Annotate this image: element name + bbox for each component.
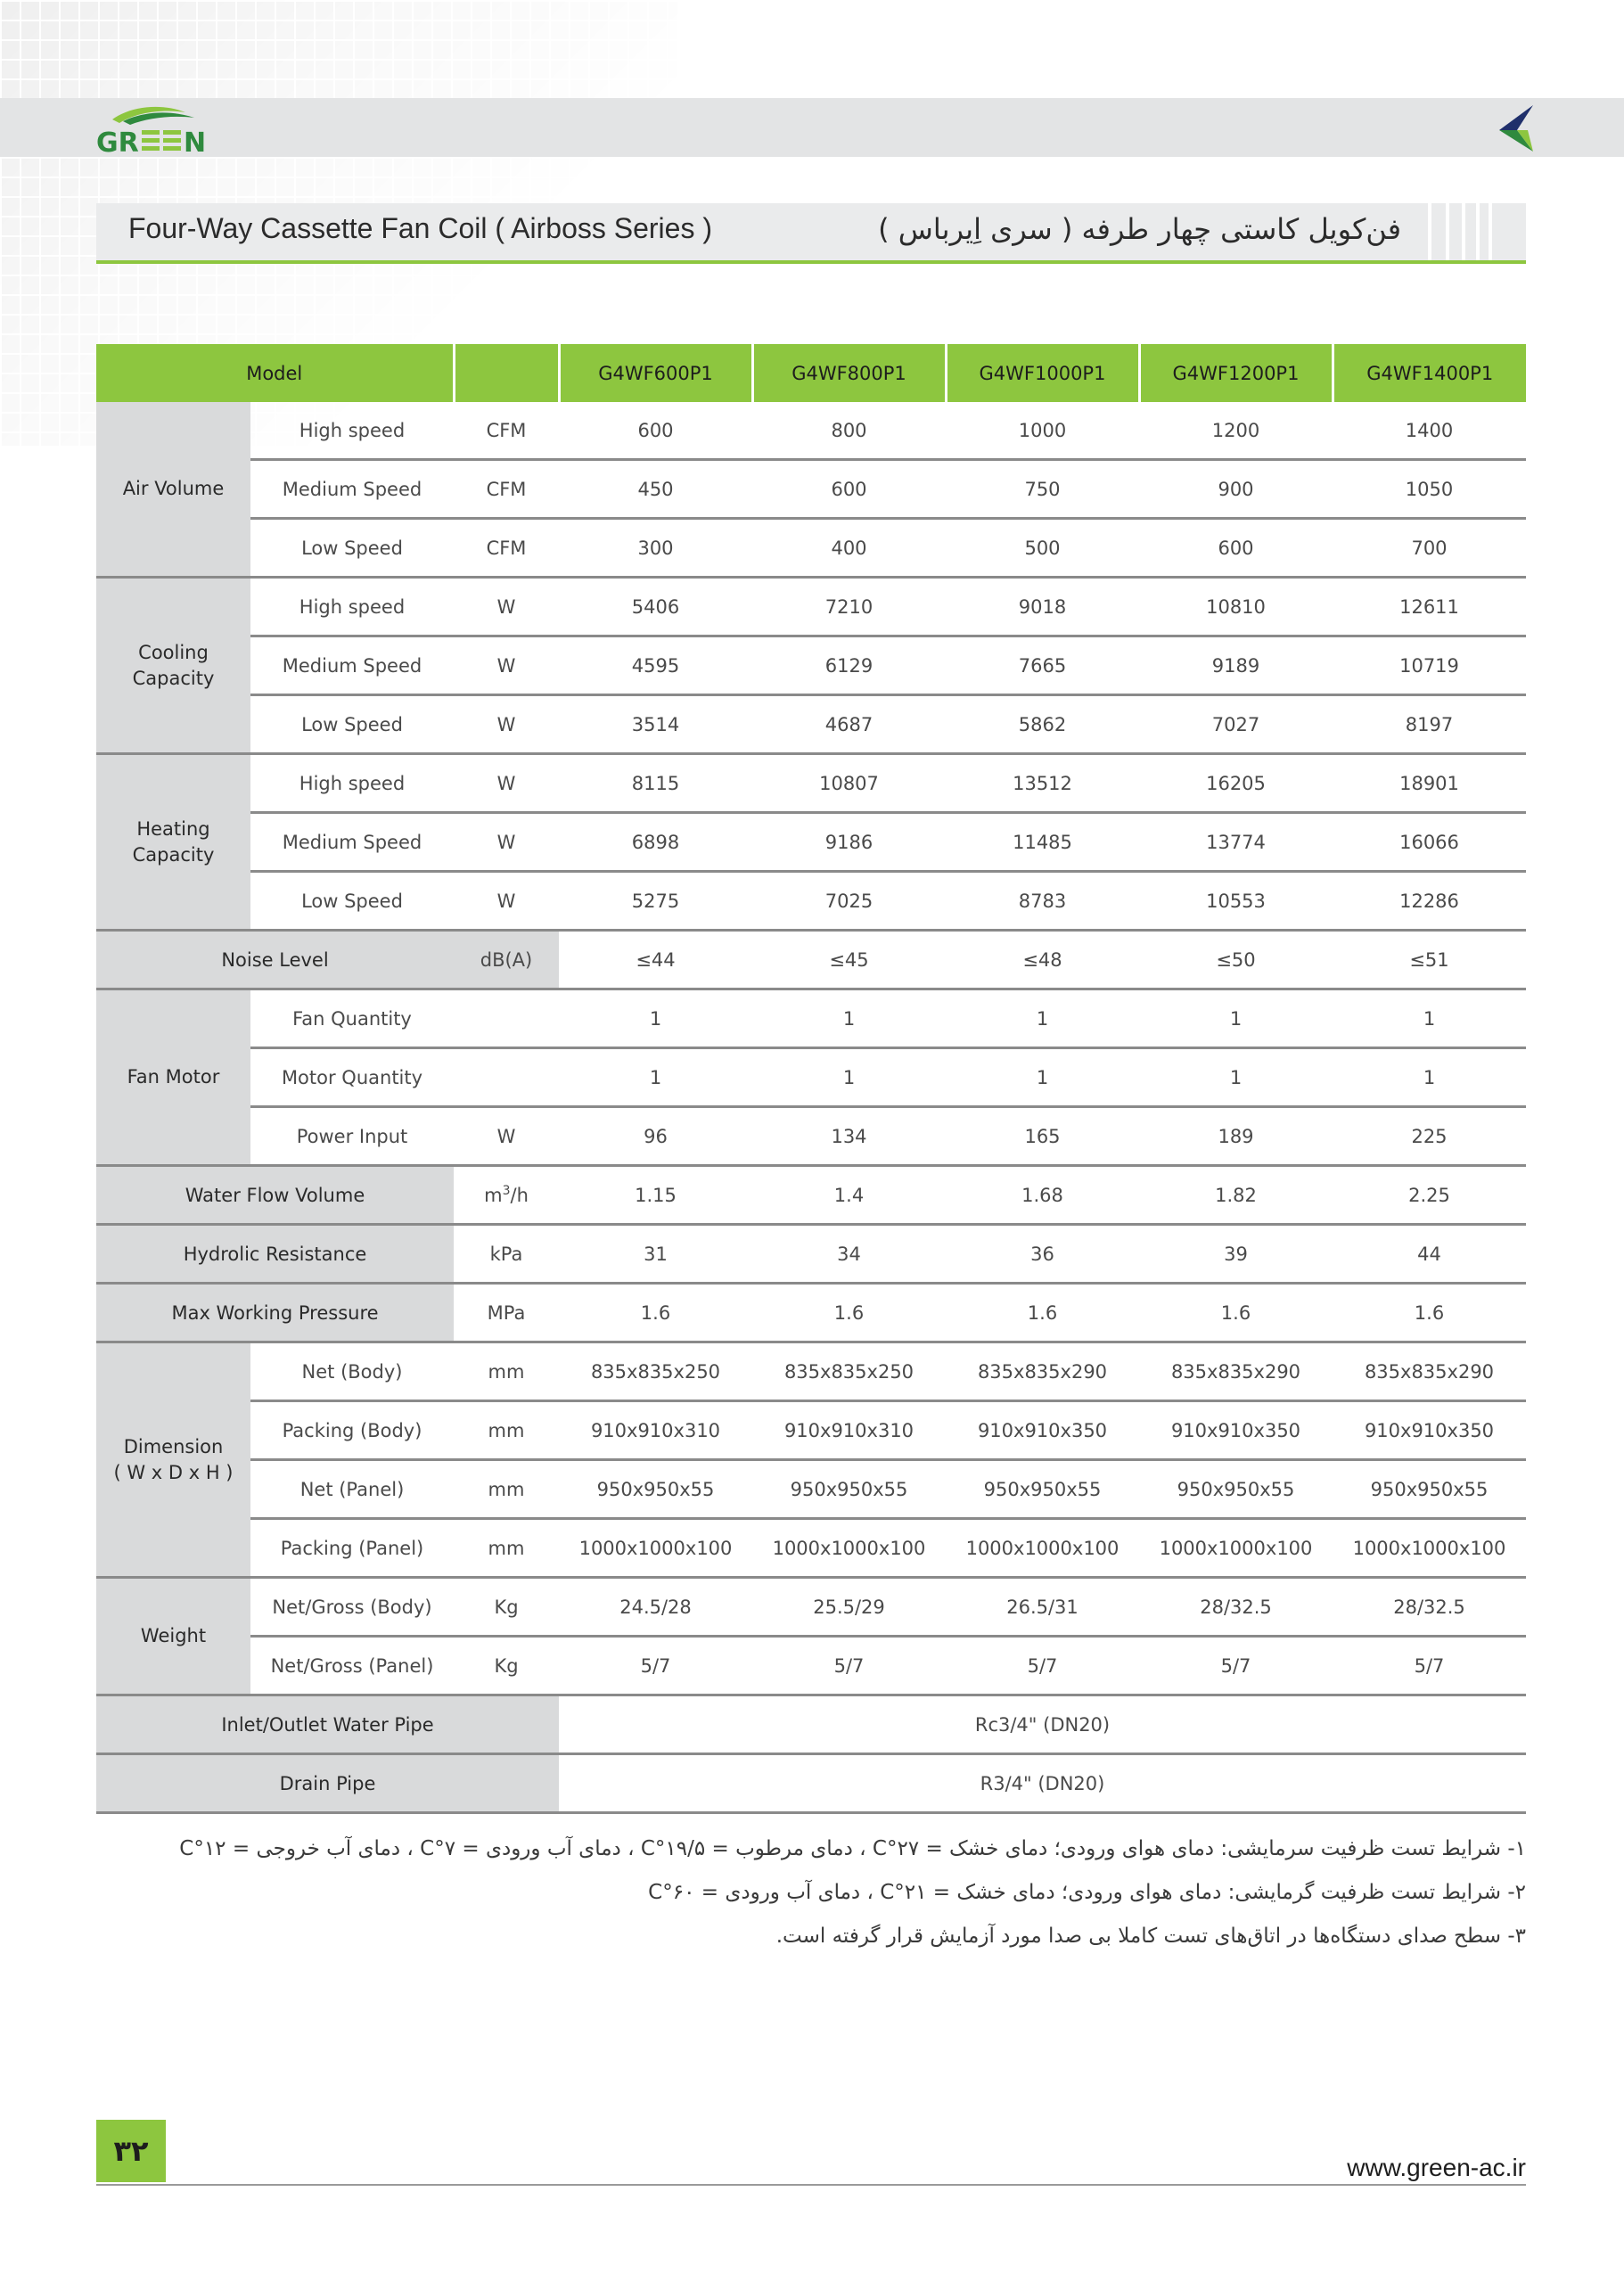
cell: 1.82	[1139, 1166, 1333, 1225]
cell: 1	[1139, 989, 1333, 1048]
cell: 600	[752, 460, 946, 519]
group-label-line: Capacity	[132, 843, 215, 866]
note-line: ۱- شرایط تست ظرفیت سرمایشی: دمای هوای ورودی؛ دمای خشک = ۲۷°C ، دمای مرطوب = ۱۹/۵°C ، دمای آب ورودی = ۷°C ، دمای آب خروجی = ۱۲°C	[179, 1837, 1526, 1860]
group-dimension	[96, 1342, 250, 1578]
title-bar	[96, 203, 1526, 264]
footer-divider	[96, 2184, 1526, 2186]
cell: 1000x1000x100	[1139, 1519, 1333, 1578]
table-row	[96, 1166, 1526, 1225]
cell: 10553	[1139, 872, 1333, 931]
cell: 950x950x55	[1333, 1460, 1526, 1519]
row-unit: W	[454, 578, 559, 636]
table-row	[96, 989, 1526, 1048]
row-unit: MPa	[454, 1284, 559, 1342]
cell: 750	[946, 460, 1139, 519]
table-row	[96, 1342, 1526, 1401]
cell: 1	[946, 1048, 1139, 1107]
chevron-brand-icon	[1497, 103, 1538, 153]
group-air-volume: Air Volume	[96, 402, 250, 578]
header-model-1: G4WF600P1	[559, 344, 752, 402]
cell: 16205	[1139, 754, 1333, 813]
cell: 1200	[1139, 402, 1333, 460]
cell: 950x950x55	[946, 1460, 1139, 1519]
cell: 835x835x290	[946, 1342, 1139, 1401]
row-label: Net/Gross (Body)	[250, 1578, 454, 1637]
page-number: ۳۲	[96, 2120, 166, 2182]
cell: 450	[559, 460, 752, 519]
cell: 1	[1139, 1048, 1333, 1107]
cell: 600	[1139, 519, 1333, 578]
row-unit: Kg	[454, 1637, 559, 1695]
row-unit: mm	[454, 1519, 559, 1578]
table-row	[96, 1107, 1526, 1166]
cell: 835x835x290	[1333, 1342, 1526, 1401]
cell: 8197	[1333, 695, 1526, 754]
table-row	[96, 1401, 1526, 1460]
row-inlet-outlet-pipe: Inlet/Outlet Water Pipe	[96, 1695, 559, 1754]
cell: 4595	[559, 636, 752, 695]
cell-drain-value: R3/4" (DN20)	[559, 1754, 1526, 1813]
table-row	[96, 578, 1526, 636]
row-unit	[454, 1166, 559, 1225]
row-label: Power Input	[250, 1107, 454, 1166]
row-label: Motor Quantity	[250, 1048, 454, 1107]
cell: 5/7	[946, 1637, 1139, 1695]
row-unit: W	[454, 636, 559, 695]
cell: 910x910x350	[946, 1401, 1139, 1460]
cell: 950x950x55	[752, 1460, 946, 1519]
cell: 225	[1333, 1107, 1526, 1166]
cell: 10810	[1139, 578, 1333, 636]
cell: 5/7	[1333, 1637, 1526, 1695]
cell: ≤44	[559, 931, 752, 989]
table-row	[96, 519, 1526, 578]
header-model: Model	[96, 344, 454, 402]
cell: 25.5/29	[752, 1578, 946, 1637]
cell: 9018	[946, 578, 1139, 636]
row-label: Fan Quantity	[250, 989, 454, 1048]
cell: 1050	[1333, 460, 1526, 519]
cell: 1.4	[752, 1166, 946, 1225]
table-row	[96, 872, 1526, 931]
cell: 8783	[946, 872, 1139, 931]
cell: 1.15	[559, 1166, 752, 1225]
table-row	[96, 636, 1526, 695]
cell: 1000x1000x100	[1333, 1519, 1526, 1578]
cell: 7210	[752, 578, 946, 636]
cell: 400	[752, 519, 946, 578]
cell: 1	[946, 989, 1139, 1048]
table-row	[96, 1225, 1526, 1284]
cell: 5/7	[752, 1637, 946, 1695]
table-row	[96, 1754, 1526, 1813]
row-unit: W	[454, 695, 559, 754]
group-label-line: ( W x D x H )	[113, 1461, 234, 1483]
table-row	[96, 1519, 1526, 1578]
row-label: High speed	[250, 578, 454, 636]
table-header-row	[96, 344, 1526, 402]
table-row	[96, 1578, 1526, 1637]
header-model-2: G4WF800P1	[752, 344, 946, 402]
row-unit: mm	[454, 1342, 559, 1401]
spec-table	[96, 344, 1526, 1814]
unit-base: m	[484, 1185, 503, 1206]
cell: 1	[559, 989, 752, 1048]
cell: ≤45	[752, 931, 946, 989]
header-model-5: G4WF1400P1	[1333, 344, 1526, 402]
row-unit: CFM	[454, 519, 559, 578]
cell: 16066	[1333, 813, 1526, 872]
cell: 10807	[752, 754, 946, 813]
header-band	[0, 98, 1624, 157]
row-label: Packing (Body)	[250, 1401, 454, 1460]
row-unit: mm	[454, 1401, 559, 1460]
row-label: Net/Gross (Panel)	[250, 1637, 454, 1695]
cell: 12286	[1333, 872, 1526, 931]
cell: 9189	[1139, 636, 1333, 695]
table-row	[96, 1460, 1526, 1519]
cell: 13512	[946, 754, 1139, 813]
cell: 1.6	[559, 1284, 752, 1342]
cell: 950x950x55	[1139, 1460, 1333, 1519]
title-english: Four-Way Cassette Fan Coil ( Airboss Series )	[128, 212, 712, 244]
table-row	[96, 1048, 1526, 1107]
cell-inlet-outlet-value: Rc3/4" (DN20)	[559, 1695, 1526, 1754]
cell: 18901	[1333, 754, 1526, 813]
group-label-line: Dimension	[123, 1435, 224, 1457]
cell: 36	[946, 1225, 1139, 1284]
cell: 1.6	[1139, 1284, 1333, 1342]
cell: 910x910x350	[1333, 1401, 1526, 1460]
cell: 1.6	[946, 1284, 1139, 1342]
cell: ≤50	[1139, 931, 1333, 989]
cell: 28/32.5	[1333, 1578, 1526, 1637]
cell: 165	[946, 1107, 1139, 1166]
cell: 7027	[1139, 695, 1333, 754]
cell: 6898	[559, 813, 752, 872]
cell: 1000	[946, 402, 1139, 460]
cell: 5/7	[1139, 1637, 1333, 1695]
cell: 835x835x250	[752, 1342, 946, 1401]
cell: 12611	[1333, 578, 1526, 636]
cell: 34	[752, 1225, 946, 1284]
cell: 5406	[559, 578, 752, 636]
note-line: ۳- سطح صدای دستگاه‌ها در اتاق‌های تست کاملا بی صدا مورد آزمایش قرار گرفته است.	[775, 1925, 1526, 1948]
header-model-4: G4WF1200P1	[1139, 344, 1333, 402]
cell: ≤48	[946, 931, 1139, 989]
row-label: High speed	[250, 754, 454, 813]
note-line: ۲- شرایط تست ظرفیت گرمایشی: دمای هوای ورودی؛ دمای خشک = ۲۱°C ، دمای آب ورودی = ۶۰°C	[648, 1881, 1526, 1904]
cell: 700	[1333, 519, 1526, 578]
table-row	[96, 1284, 1526, 1342]
table-row	[96, 695, 1526, 754]
cell: 6129	[752, 636, 946, 695]
cell: 300	[559, 519, 752, 578]
cell: 10719	[1333, 636, 1526, 695]
website-url: www.green-ac.ir	[1347, 2154, 1526, 2181]
row-unit: W	[454, 1107, 559, 1166]
cell: 1.6	[1333, 1284, 1526, 1342]
row-label: Medium Speed	[250, 636, 454, 695]
row-label: Medium Speed	[250, 460, 454, 519]
cell: 1	[1333, 989, 1526, 1048]
cell: 5862	[946, 695, 1139, 754]
cell: 1000x1000x100	[752, 1519, 946, 1578]
row-label: Low Speed	[250, 872, 454, 931]
row-label: Medium Speed	[250, 813, 454, 872]
cell: 24.5/28	[559, 1578, 752, 1637]
cell: 8115	[559, 754, 752, 813]
cell: 31	[559, 1225, 752, 1284]
test-conditions-notes	[100, 1827, 1526, 1958]
title-stripes	[1428, 203, 1526, 260]
group-heating-capacity	[96, 754, 250, 931]
cell: 189	[1139, 1107, 1333, 1166]
row-unit: W	[454, 872, 559, 931]
row-unit	[454, 989, 559, 1048]
cell: 1	[752, 1048, 946, 1107]
group-fan-motor: Fan Motor	[96, 989, 250, 1166]
row-max-working-pressure: Max Working Pressure	[96, 1284, 454, 1342]
unit-superscript: 3	[502, 1184, 511, 1198]
cell: 910x910x310	[559, 1401, 752, 1460]
header-model-3: G4WF1000P1	[946, 344, 1139, 402]
cell: 500	[946, 519, 1139, 578]
cell: 835x835x290	[1139, 1342, 1333, 1401]
row-drain-pipe: Drain Pipe	[96, 1754, 559, 1813]
cell: 28/32.5	[1139, 1578, 1333, 1637]
cell: 1.6	[752, 1284, 946, 1342]
table-row	[96, 1637, 1526, 1695]
row-unit: W	[454, 813, 559, 872]
row-unit: W	[454, 754, 559, 813]
table-row	[96, 754, 1526, 813]
row-label: Packing (Panel)	[250, 1519, 454, 1578]
cell: 910x910x310	[752, 1401, 946, 1460]
row-label: Net (Body)	[250, 1342, 454, 1401]
group-cooling-capacity	[96, 578, 250, 754]
cell: 835x835x250	[559, 1342, 752, 1401]
row-unit: dB(A)	[454, 931, 559, 989]
cell: 7025	[752, 872, 946, 931]
title-persian: فن‌کویل کاستی چهار طرفه ( سری اِیرباس )	[878, 212, 1401, 246]
cell: 1	[559, 1048, 752, 1107]
cell: 9186	[752, 813, 946, 872]
cell: 1000x1000x100	[946, 1519, 1139, 1578]
cell: 600	[559, 402, 752, 460]
cell: 4687	[752, 695, 946, 754]
row-water-flow: Water Flow Volume	[96, 1166, 454, 1225]
row-unit: Kg	[454, 1578, 559, 1637]
row-unit: mm	[454, 1460, 559, 1519]
cell: 7665	[946, 636, 1139, 695]
group-label-line: Cooling	[138, 641, 209, 663]
cell: 44	[1333, 1225, 1526, 1284]
cell: 900	[1139, 460, 1333, 519]
header-unit	[454, 344, 559, 402]
cell: 950x950x55	[559, 1460, 752, 1519]
row-unit: CFM	[454, 402, 559, 460]
table-row	[96, 402, 1526, 460]
cell: 13774	[1139, 813, 1333, 872]
cell: 26.5/31	[946, 1578, 1139, 1637]
table-row	[96, 1695, 1526, 1754]
cell: 2.25	[1333, 1166, 1526, 1225]
cell: 134	[752, 1107, 946, 1166]
cell: 910x910x350	[1139, 1401, 1333, 1460]
unit-tail: /h	[510, 1185, 529, 1206]
row-label: Net (Panel)	[250, 1460, 454, 1519]
group-label-line: Heating	[136, 817, 210, 840]
row-unit: CFM	[454, 460, 559, 519]
cell: 3514	[559, 695, 752, 754]
cell: 11485	[946, 813, 1139, 872]
cell: 39	[1139, 1225, 1333, 1284]
group-weight: Weight	[96, 1578, 250, 1695]
cell: 1	[1333, 1048, 1526, 1107]
row-label: Low Speed	[250, 519, 454, 578]
table-row	[96, 460, 1526, 519]
group-label-line: Capacity	[132, 667, 215, 689]
cell: 96	[559, 1107, 752, 1166]
cell: 1.68	[946, 1166, 1139, 1225]
cell: 5275	[559, 872, 752, 931]
cell: 1000x1000x100	[559, 1519, 752, 1578]
cell: 5/7	[559, 1637, 752, 1695]
row-label: High speed	[250, 402, 454, 460]
table-row	[96, 931, 1526, 989]
cell: 1	[752, 989, 946, 1048]
table-row	[96, 813, 1526, 872]
row-noise-level: Noise Level	[96, 931, 454, 989]
row-unit	[454, 1048, 559, 1107]
green-logo	[96, 103, 226, 155]
cell: 800	[752, 402, 946, 460]
cell: ≤51	[1333, 931, 1526, 989]
svg-text:N: N	[184, 127, 207, 155]
row-label: Low Speed	[250, 695, 454, 754]
row-hydrolic-resistance: Hydrolic Resistance	[96, 1225, 454, 1284]
cell: 1400	[1333, 402, 1526, 460]
row-unit: kPa	[454, 1225, 559, 1284]
logo-text: GR	[96, 127, 139, 155]
